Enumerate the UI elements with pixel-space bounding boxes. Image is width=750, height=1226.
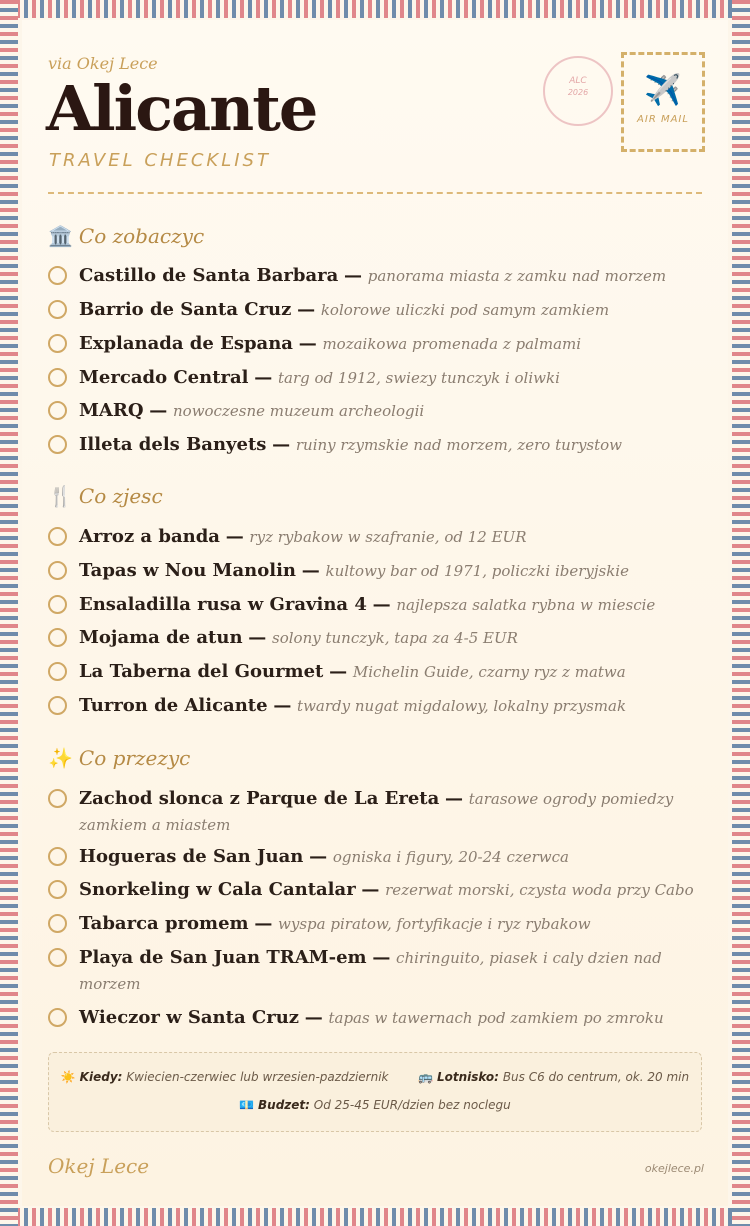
item-desc: twardy nugat migdalowy, lokalny przysmak bbox=[297, 697, 627, 715]
checklist-item[interactable]: Barrio de Santa Cruz — kolorowe uliczki pod samym zamkiem bbox=[48, 297, 708, 323]
item-desc: nowoczesne muzeum archeologii bbox=[173, 402, 425, 420]
checkbox-circle[interactable] bbox=[48, 334, 67, 353]
checkbox-circle[interactable] bbox=[48, 1008, 67, 1027]
sparkles-icon: ✨ bbox=[48, 746, 73, 770]
when-value: Kwiecien-czerwiec lub wrzesien-pazdziernik bbox=[126, 1070, 389, 1084]
postmark bbox=[543, 56, 613, 126]
item-name: Arroz a banda bbox=[79, 526, 220, 547]
footer-brand: Okej Lece bbox=[48, 1154, 150, 1178]
budget-value: Od 25-45 EUR/dzien bez noclegu bbox=[313, 1098, 511, 1112]
budget-label: Budzet: bbox=[258, 1098, 310, 1112]
item-name: Explanada de Espana bbox=[79, 333, 293, 354]
info-box bbox=[48, 1052, 702, 1132]
airplane-icon: ✈️ bbox=[644, 73, 682, 108]
stamp-label: AIR MAIL bbox=[637, 114, 689, 125]
checklist-item[interactable]: La Taberna del Gourmet — Michelin Guide, czarny ryz z matwa bbox=[48, 659, 708, 685]
page-subtitle: TRAVEL CHECKLIST bbox=[49, 150, 271, 171]
via-label: via Okej Lece bbox=[48, 54, 158, 73]
checkbox-circle[interactable] bbox=[48, 595, 67, 614]
museum-icon: 🏛️ bbox=[48, 224, 73, 248]
item-name: Zachod slonca z Parque de La Ereta bbox=[79, 788, 440, 809]
item-name: Illeta dels Banyets bbox=[79, 434, 267, 455]
checklist-item[interactable]: Hogueras de San Juan — ogniska i figury, 20-24 czerwca bbox=[48, 844, 708, 870]
checklist-item[interactable]: Tapas w Nou Manolin — kultowy bar od 1971, policzki iberyjskie bbox=[48, 558, 708, 584]
checklist-item[interactable]: Arroz a banda — ryz rybakow w szafranie, od 12 EUR bbox=[48, 524, 708, 550]
item-desc: najlepsza salatka rybna w miescie bbox=[396, 596, 656, 614]
section-heading-see bbox=[48, 224, 204, 248]
item-name: Snorkeling w Cala Cantalar bbox=[79, 879, 356, 900]
section-title: Co zobaczyc bbox=[78, 224, 205, 248]
section-title: Co przezyc bbox=[78, 746, 191, 770]
item-name: Hogueras de San Juan bbox=[79, 846, 304, 867]
checkbox-circle[interactable] bbox=[48, 696, 67, 715]
checkbox-circle[interactable] bbox=[48, 789, 67, 808]
checklist-item[interactable]: Wieczor w Santa Cruz — tapas w tawernach pod zamkiem po zmroku bbox=[48, 1005, 708, 1031]
checkbox-circle[interactable] bbox=[48, 401, 67, 420]
checklist-item[interactable]: MARQ — nowoczesne muzeum archeologii bbox=[48, 398, 708, 424]
info-row-2 bbox=[49, 1098, 701, 1112]
section-heading-experience bbox=[48, 746, 190, 770]
info-row-1 bbox=[49, 1070, 701, 1084]
item-desc: ryz rybakow w szafranie, od 12 EUR bbox=[249, 528, 527, 546]
checkbox-circle[interactable] bbox=[48, 435, 67, 454]
header-divider bbox=[48, 192, 702, 194]
checklist-item[interactable]: Illeta dels Banyets — ruiny rzymskie nad morzem, zero turystow bbox=[48, 432, 708, 458]
checklist-item[interactable]: Snorkeling w Cala Cantalar — rezerwat morski, czysta woda przy Cabo bbox=[48, 877, 708, 903]
item-desc: ruiny rzymskie nad morzem, zero turystow bbox=[295, 436, 623, 454]
item-desc: wyspa piratow, fortyfikacje i ryz rybakow bbox=[278, 915, 591, 933]
border-right bbox=[732, 0, 750, 1226]
item-name: Mojama de atun bbox=[79, 627, 243, 648]
item-name: Barrio de Santa Cruz bbox=[79, 299, 292, 320]
checkbox-circle[interactable] bbox=[48, 266, 67, 285]
item-desc: panorama miasta z zamku nad morzem bbox=[367, 267, 667, 285]
checklist-item[interactable]: Mercado Central — targ od 1912, swiezy tunczyk i oliwki bbox=[48, 365, 708, 391]
bus-icon: 🚌 bbox=[418, 1070, 434, 1084]
checklist-item[interactable]: Zachod slonca z Parque de La Ereta — tarasowe ogrody pomiedzy zamkiem a miastem bbox=[48, 786, 708, 838]
checklist-item[interactable]: Castillo de Santa Barbara — panorama miasta z zamku nad morzem bbox=[48, 263, 708, 289]
checkbox-circle[interactable] bbox=[48, 662, 67, 681]
item-desc: kultowy bar od 1971, policzki iberyjskie bbox=[325, 562, 629, 580]
item-name: Wieczor w Santa Cruz bbox=[79, 1007, 299, 1028]
postmark-code: ALC bbox=[569, 76, 587, 86]
checkbox-circle[interactable] bbox=[48, 300, 67, 319]
border-left bbox=[0, 0, 18, 1226]
airport-value: Bus C6 do centrum, ok. 20 min bbox=[502, 1070, 690, 1084]
item-desc: tarasowe ogrody pomiedzy zamkiem a miastem bbox=[79, 790, 674, 834]
item-desc: mozaikowa promenada z palmami bbox=[322, 335, 582, 353]
when-label: Kiedy: bbox=[79, 1070, 123, 1084]
item-desc: kolorowe uliczki pod samym zamkiem bbox=[320, 301, 610, 319]
item-desc: targ od 1912, swiezy tunczyk i oliwki bbox=[277, 369, 560, 387]
checkbox-circle[interactable] bbox=[48, 880, 67, 899]
item-name: Tapas w Nou Manolin bbox=[79, 560, 297, 581]
item-desc: solony tunczyk, tapa za 4-5 EUR bbox=[272, 629, 518, 647]
item-desc: tapas w tawernach pod zamkiem po zmroku bbox=[328, 1009, 664, 1027]
checkbox-circle[interactable] bbox=[48, 527, 67, 546]
page-title: Alicante bbox=[46, 72, 317, 145]
checklist-item[interactable]: Playa de San Juan TRAM-em — chiringuito, piasek i caly dzien nad morzem bbox=[48, 945, 708, 997]
checklist-item[interactable]: Mojama de atun — solony tunczyk, tapa za 4-5 EUR bbox=[48, 625, 708, 651]
footer-url[interactable]: okejlece.pl bbox=[644, 1162, 704, 1175]
item-name: Castillo de Santa Barbara bbox=[79, 265, 339, 286]
item-name: La Taberna del Gourmet bbox=[79, 661, 324, 682]
item-name: MARQ bbox=[79, 400, 144, 421]
item-name: Playa de San Juan TRAM-em bbox=[79, 947, 367, 968]
item-name: Tabarca promem bbox=[79, 913, 249, 934]
checkbox-circle[interactable] bbox=[48, 368, 67, 387]
air-mail-stamp bbox=[621, 52, 705, 152]
checkbox-circle[interactable] bbox=[48, 561, 67, 580]
checkbox-circle[interactable] bbox=[48, 948, 67, 967]
item-name: Mercado Central bbox=[79, 367, 249, 388]
checkbox-circle[interactable] bbox=[48, 628, 67, 647]
item-desc: Michelin Guide, czarny ryz z matwa bbox=[352, 663, 626, 681]
fork-knife-icon: 🍴 bbox=[48, 484, 73, 508]
item-desc: rezerwat morski, czysta woda przy Cabo bbox=[385, 881, 694, 899]
money-icon: 💶 bbox=[239, 1098, 255, 1112]
checklist-item[interactable]: Tabarca promem — wyspa piratow, fortyfikacje i ryz rybakow bbox=[48, 911, 708, 937]
item-name: Turron de Alicante bbox=[79, 695, 268, 716]
item-desc: chiringuito, piasek i caly dzien nad morzem bbox=[79, 949, 662, 993]
checklist-item[interactable]: Ensaladilla rusa w Gravina 4 — najlepsza salatka rybna w miescie bbox=[48, 592, 708, 618]
postmark-year: 2026 bbox=[567, 88, 589, 97]
sun-icon: ☀️ bbox=[60, 1070, 76, 1084]
item-desc: ogniska i figury, 20-24 czerwca bbox=[332, 848, 569, 866]
section-title: Co zjesc bbox=[78, 484, 163, 508]
item-name: Ensaladilla rusa w Gravina 4 bbox=[79, 594, 367, 615]
checkbox-circle[interactable] bbox=[48, 847, 67, 866]
airport-label: Lotnisko: bbox=[436, 1070, 499, 1084]
checkbox-circle[interactable] bbox=[48, 914, 67, 933]
checklist-item[interactable]: Explanada de Espana — mozaikowa promenada z palmami bbox=[48, 331, 708, 357]
border-top bbox=[0, 0, 750, 18]
checklist-item[interactable]: Turron de Alicante — twardy nugat migdalowy, lokalny przysmak bbox=[48, 693, 708, 719]
border-bottom bbox=[0, 1208, 750, 1226]
section-heading-eat bbox=[48, 484, 163, 508]
